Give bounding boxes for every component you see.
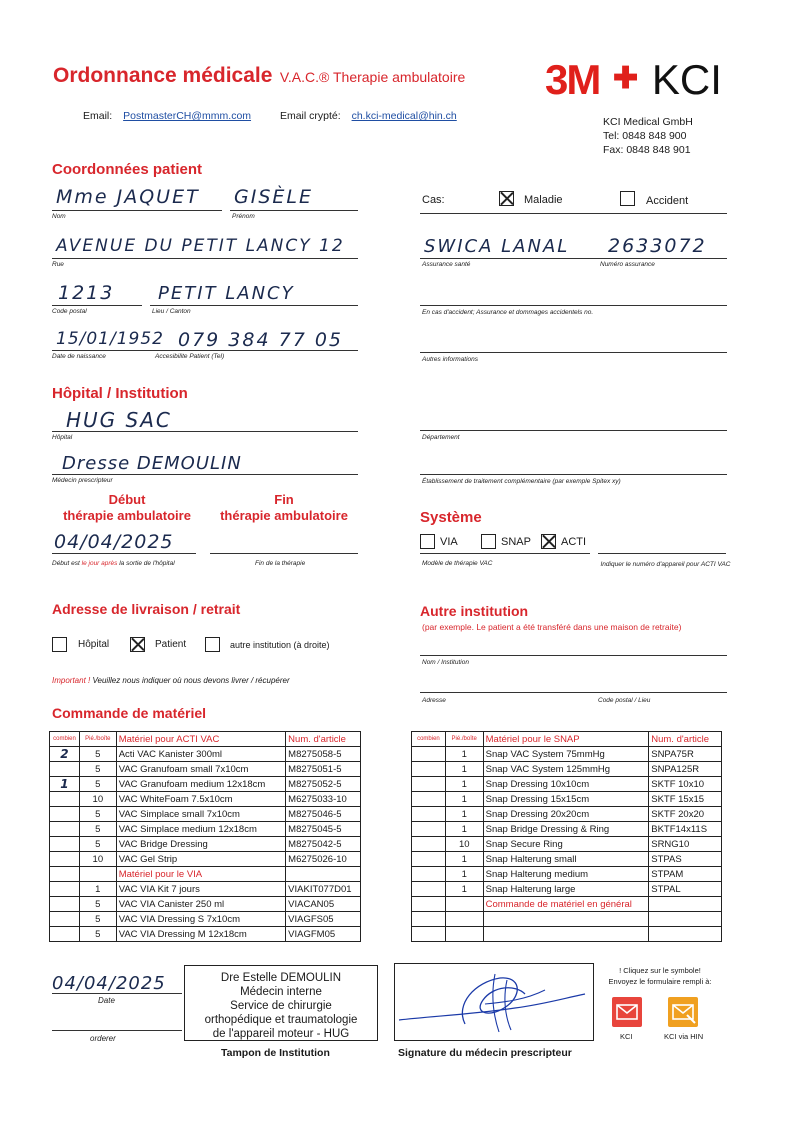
acti-combien-cell[interactable]: 2 <box>50 747 80 762</box>
patient-postal-value[interactable]: 1213 <box>58 282 115 304</box>
acti-art-cell: M8275052-5 <box>286 777 361 792</box>
livraison-section-title: Adresse de livraison / retrait <box>52 601 241 617</box>
patient-dob-value[interactable]: 15/01/1952 <box>56 329 164 349</box>
autre-adresse-label: Adresse <box>422 697 446 704</box>
click-instructions <box>600 965 720 987</box>
via-pie-cell: 5 <box>79 927 116 942</box>
snap-combien-cell[interactable] <box>412 777 446 792</box>
email-crypt-link[interactable]: ch.kci-medical@hin.ch <box>351 110 457 122</box>
acti-art-cell: M8275058-5 <box>286 747 361 762</box>
acti-art-cell: M8275042-5 <box>286 837 361 852</box>
assurance-label: Assurance santé <box>422 261 471 268</box>
snap-art-cell: SKTF 10x10 <box>649 777 722 792</box>
snap-pie-cell: 1 <box>445 852 483 867</box>
footer-date-label: Date <box>98 996 115 1005</box>
via-name-cell: VAC VIA Dressing S 7x10cm <box>116 912 285 927</box>
via-row[interactable] <box>50 927 361 942</box>
snap-name-cell: Snap Dressing 15x15cm <box>483 792 649 807</box>
maladie-checkbox[interactable] <box>499 191 514 206</box>
snap-art-cell: STPAM <box>649 867 722 882</box>
via-row[interactable] <box>50 897 361 912</box>
fin-title-2: thérapie ambulatoire <box>220 508 348 523</box>
snap-pie-cell: 10 <box>445 837 483 852</box>
stamp-line: Dre Estelle DEMOULIN <box>220 972 342 984</box>
col-materiel-acti: Matériel pour ACTI VAC <box>116 732 285 747</box>
via-combien-cell[interactable] <box>50 927 80 942</box>
snap-pie-cell: 1 <box>445 867 483 882</box>
document-title <box>53 64 465 88</box>
snap-art-cell: STPAS <box>649 852 722 867</box>
hin-mail-icon <box>668 997 698 1027</box>
snap-combien-cell[interactable] <box>412 807 446 822</box>
acti-combien-cell[interactable] <box>50 807 80 822</box>
via-art-cell: VIACAN05 <box>286 897 361 912</box>
snap-col-pie: Pié./boîte <box>445 732 483 747</box>
kci-mail-button[interactable] <box>612 997 642 1027</box>
acti-label: ACTI <box>561 536 587 548</box>
snap-name-cell: Snap Dressing 10x10cm <box>483 777 649 792</box>
acti-pie-cell: 5 <box>79 777 116 792</box>
accident-label: Accident <box>646 195 689 207</box>
acti-row[interactable] <box>50 777 361 792</box>
col-materiel-snap: Matériel pour le SNAP <box>483 732 649 747</box>
snap-row[interactable] <box>412 852 722 867</box>
snap-name-cell: Snap Halterung large <box>483 882 649 897</box>
company-name: KCI Medical GmbH <box>603 116 693 128</box>
livraison-autre-label: autre institution (à droite) <box>230 640 330 650</box>
via-combien-cell[interactable] <box>50 897 80 912</box>
prenom-label: Prénom <box>232 213 255 220</box>
debut-title-1: Début <box>108 492 146 507</box>
snap-combien-cell[interactable] <box>412 837 446 852</box>
snap-combien-cell[interactable] <box>412 852 446 867</box>
snap-combien-cell[interactable] <box>412 882 446 897</box>
acti-name-cell: VAC Simplace small 7x10cm <box>116 807 285 822</box>
important-note <box>52 676 290 685</box>
logo-plus-icon: ✚ <box>613 62 639 95</box>
via-name-cell: VAC VIA Canister 250 ml <box>116 897 285 912</box>
acti-art-cell: M6275033-10 <box>286 792 361 807</box>
snap-name-cell: Snap Halterung medium <box>483 867 649 882</box>
autres-info-label: Autres informations <box>422 356 478 363</box>
acti-name-cell: VAC Granufoam medium 12x18cm <box>116 777 285 792</box>
acti-name-cell: VAC WhiteFoam 7.5x10cm <box>116 792 285 807</box>
important-text: Veuillez nous indiquer où nous devons livrer / récupérer <box>92 676 290 685</box>
accident-insurance-label: En cas d'accident; Assurance et dommages accidentels no. <box>422 309 594 316</box>
kci-hin-button[interactable] <box>668 997 698 1027</box>
debut-note-2: la sortie de l'hôpital <box>119 560 175 567</box>
patient-name-value[interactable]: Mme JAQUET <box>56 186 200 208</box>
acti-pie-cell: 5 <box>79 762 116 777</box>
general-empty-row[interactable] <box>412 912 722 927</box>
stamp-line: Service de chirurgie <box>230 1000 332 1012</box>
email-row <box>83 110 457 122</box>
company-tel: Tel: 0848 848 900 <box>603 130 687 142</box>
snap-row[interactable] <box>412 792 722 807</box>
acti-combien-cell[interactable] <box>50 852 80 867</box>
cp-label: Code postal <box>52 308 87 315</box>
acti-combien-cell[interactable] <box>50 762 80 777</box>
fin-title <box>210 492 358 524</box>
footer-date-value[interactable]: 04/04/2025 <box>52 973 166 994</box>
general-header: Commande de matériel en général <box>483 897 649 912</box>
patient-firstname-value[interactable]: GISÈLE <box>234 186 313 208</box>
acti-art-cell: M6275026-10 <box>286 852 361 867</box>
livraison-patient-label: Patient <box>155 639 187 650</box>
autre-cp-label: Code postal / Lieu <box>598 697 651 704</box>
snap-name-cell: Snap Halterung small <box>483 852 649 867</box>
snap-combien-cell[interactable] <box>412 792 446 807</box>
autre-institution-desc: (par exemple. Le patient a été transféré dans une maison de retraite) <box>422 622 682 632</box>
orderer-label: orderer <box>90 1034 116 1043</box>
snap-col-art: Num. d'article <box>649 732 722 747</box>
company-fax: Fax: 0848 848 901 <box>603 144 691 156</box>
acti-combien-cell[interactable] <box>50 822 80 837</box>
snap-art-cell: STPAL <box>649 882 722 897</box>
accident-checkbox[interactable] <box>620 191 635 206</box>
acti-name-cell: VAC Gel Strip <box>116 852 285 867</box>
medecin-label: Médecin prescripteur <box>52 477 113 484</box>
snap-order-table <box>411 731 722 942</box>
snap-art-cell: SKTF 20x20 <box>649 807 722 822</box>
snap-pie-cell: 1 <box>445 882 483 897</box>
livraison-hopital-label: Hôpital <box>78 639 110 650</box>
logo-3m: 3M <box>545 56 600 103</box>
via-label: VIA <box>440 536 458 548</box>
acti-pie-cell: 5 <box>79 822 116 837</box>
envelope-icon <box>612 997 642 1027</box>
snap-checkbox[interactable] <box>481 534 496 549</box>
acti-name-cell: VAC Simplace medium 12x18cm <box>116 822 285 837</box>
signature-box[interactable] <box>394 963 594 1041</box>
via-art-cell: VIAGFM05 <box>286 927 361 942</box>
acti-art-cell: M8275051-5 <box>286 762 361 777</box>
acti-pie-cell: 5 <box>79 747 116 762</box>
snap-art-cell: SKTF 15x15 <box>649 792 722 807</box>
debut-note-red: le jour après <box>81 560 118 567</box>
via-art-cell: VIAKIT077D01 <box>286 882 361 897</box>
fin-title-1: Fin <box>274 492 294 507</box>
acti-row[interactable] <box>50 852 361 867</box>
acti-table-header <box>50 732 361 747</box>
acti-combien-cell[interactable] <box>50 837 80 852</box>
snap-art-cell: SNPA75R <box>649 747 722 762</box>
livraison-patient-checkbox[interactable] <box>130 637 145 652</box>
snap-name-cell: Snap VAC System 75mmHg <box>483 747 649 762</box>
patient-section-title: Coordonnées patient <box>52 161 203 178</box>
logo-kci: KCI <box>651 56 722 103</box>
commande-section-title: Commande de matériel <box>52 705 207 721</box>
company-block <box>603 115 693 157</box>
snap-combien-cell[interactable] <box>412 762 446 777</box>
signature-scribble <box>395 964 591 1038</box>
via-name-cell: VAC VIA Kit 7 jours <box>116 882 285 897</box>
via-pie-cell: 5 <box>79 897 116 912</box>
acti-combien-cell[interactable]: 1 <box>50 777 80 792</box>
lieu-label: Lieu / Canton <box>152 308 191 315</box>
acti-row[interactable] <box>50 792 361 807</box>
title-main: Ordonnance médicale <box>53 64 273 87</box>
debut-value[interactable]: 04/04/2025 <box>54 531 174 553</box>
via-row[interactable] <box>50 912 361 927</box>
snap-art-cell: BKTF14x11S <box>649 822 722 837</box>
acti-pie-cell: 10 <box>79 852 116 867</box>
acti-pie-cell: 5 <box>79 837 116 852</box>
acti-order-table <box>49 731 361 942</box>
general-empty-row[interactable] <box>412 927 722 942</box>
snap-row[interactable] <box>412 882 722 897</box>
snap-col-combien: combien <box>412 732 446 747</box>
acti-row[interactable] <box>50 807 361 822</box>
signature-label: Signature du médecin prescripteur <box>398 1047 572 1059</box>
snap-row[interactable] <box>412 747 722 762</box>
etablissement-label: Établissement de traitement complémentaire (par exemple Spitex xy) <box>422 478 621 485</box>
snap-combien-cell[interactable] <box>412 822 446 837</box>
snap-row[interactable] <box>412 867 722 882</box>
click-line1: ! Cliquez sur le symbole! <box>619 966 701 975</box>
autre-institution-title: Autre institution <box>420 603 529 619</box>
acti-pie-cell: 10 <box>79 792 116 807</box>
hopital-section-title: Hôpital / Institution <box>52 385 188 402</box>
acti-art-cell: M8275045-5 <box>286 822 361 837</box>
via-art-cell: VIAGFS05 <box>286 912 361 927</box>
acti-pie-cell: 5 <box>79 807 116 822</box>
autre-nom-label: Nom / Institution <box>422 659 469 666</box>
snap-pie-cell: 1 <box>445 777 483 792</box>
rue-label: Rue <box>52 261 64 268</box>
kci-label: KCI <box>620 1032 633 1041</box>
snap-row[interactable] <box>412 777 722 792</box>
departement-label: Département <box>422 434 460 441</box>
via-pie-cell: 1 <box>79 882 116 897</box>
snap-name-cell: Snap VAC System 125mmHg <box>483 762 649 777</box>
debut-title-2: thérapie ambulatoire <box>63 508 191 523</box>
fin-label: Fin de la thérapie <box>255 560 306 567</box>
via-header: Matériel pour le VIA <box>116 867 285 882</box>
snap-label: SNAP <box>501 536 531 548</box>
stamp-line: orthopédique et traumatologie <box>204 1014 358 1026</box>
modele-label: Modèle de thérapie VAC <box>422 560 493 567</box>
dob-label: Date de naissance <box>52 353 106 360</box>
snap-pie-cell: 1 <box>445 747 483 762</box>
title-sub: V.A.C.® Therapie ambulatoire <box>279 69 466 85</box>
acti-name-cell: Acti VAC Kanister 300ml <box>116 747 285 762</box>
systeme-section-title: Système <box>420 509 482 526</box>
assurance-number-value[interactable]: 2633072 <box>608 235 707 257</box>
cas-label: Cas: <box>422 194 445 206</box>
numero-appareil-label: Indiquer le numéro d'appareil pour ACTI VAC <box>600 561 731 568</box>
medecin-value[interactable]: Dresse DEMOULIN <box>62 453 242 474</box>
via-checkbox[interactable] <box>420 534 435 549</box>
col-combien: combien <box>50 732 80 747</box>
assurance-value[interactable]: SWICA LANAL <box>424 236 570 257</box>
institution-stamp <box>184 965 378 1041</box>
acti-checkbox[interactable] <box>541 534 556 549</box>
via-combien-cell[interactable] <box>50 882 80 897</box>
snap-art-cell: SRNG10 <box>649 837 722 852</box>
stamp-line: de l'appareil moteur - HUG <box>212 1028 350 1040</box>
maladie-label: Maladie <box>524 194 563 206</box>
acti-name-cell: VAC Bridge Dressing <box>116 837 285 852</box>
snap-row[interactable] <box>412 807 722 822</box>
snap-row[interactable] <box>412 762 722 777</box>
via-header-row <box>50 867 361 882</box>
email-crypt-label: Email crypté: <box>279 110 341 122</box>
snap-pie-cell: 1 <box>445 822 483 837</box>
acti-name-cell: VAC Granufoam small 7x10cm <box>116 762 285 777</box>
acti-art-cell: M8275046-5 <box>286 807 361 822</box>
kci-hin-label: KCI via HIN <box>664 1032 704 1041</box>
col-art: Num. d'article <box>286 732 361 747</box>
numero-assurance-label: Numéro assurance <box>600 261 655 268</box>
snap-combien-cell[interactable] <box>412 867 446 882</box>
via-row[interactable] <box>50 882 361 897</box>
snap-name-cell: Snap Bridge Dressing & Ring <box>483 822 649 837</box>
patient-city-value[interactable]: PETIT LANCY <box>158 283 295 304</box>
via-pie-cell: 5 <box>79 912 116 927</box>
acti-row[interactable] <box>50 822 361 837</box>
brand-logo <box>545 57 722 102</box>
hopital-value[interactable]: HUG SAC <box>66 408 172 432</box>
snap-name-cell: Snap Dressing 20x20cm <box>483 807 649 822</box>
acti-combien-cell[interactable] <box>50 792 80 807</box>
important-red: Important ! <box>52 676 91 685</box>
stamp-label: Tampon de Institution <box>221 1047 330 1059</box>
snap-pie-cell: 1 <box>445 807 483 822</box>
click-line2: Envoyez le formulaire rempli à: <box>608 977 712 986</box>
debut-title <box>52 492 202 524</box>
nom-label: Nom <box>52 213 66 220</box>
debut-note <box>52 560 175 567</box>
snap-pie-cell: 1 <box>445 792 483 807</box>
snap-row[interactable] <box>412 822 722 837</box>
via-combien-cell[interactable] <box>50 912 80 927</box>
debut-note-1: Début est <box>52 560 80 567</box>
acti-row[interactable] <box>50 762 361 777</box>
tel-label: Accesibilite Patient (Tel) <box>155 353 225 360</box>
snap-pie-cell: 1 <box>445 762 483 777</box>
acti-row[interactable] <box>50 837 361 852</box>
snap-combien-cell[interactable] <box>412 747 446 762</box>
snap-name-cell: Snap Secure Ring <box>483 837 649 852</box>
snap-art-cell: SNPA125R <box>649 762 722 777</box>
email-label: Email: <box>83 110 113 122</box>
stamp-line: Médecin interne <box>240 986 322 998</box>
livraison-hopital-checkbox[interactable] <box>52 637 67 652</box>
col-pie: Pié./boîte <box>79 732 116 747</box>
hopital-label: Hôpital <box>52 434 73 441</box>
via-name-cell: VAC VIA Dressing M 12x18cm <box>116 927 285 942</box>
email-link[interactable]: PostmasterCH@mmm.com <box>123 110 252 122</box>
patient-tel-value[interactable]: 079 384 77 05 <box>178 329 344 351</box>
snap-row[interactable] <box>412 837 722 852</box>
acti-row[interactable] <box>50 747 361 762</box>
general-header-row <box>412 897 722 912</box>
livraison-autre-checkbox[interactable] <box>205 637 220 652</box>
snap-table-header <box>412 732 722 747</box>
patient-street-value[interactable]: AVENUE DU PETIT LANCY 12 <box>56 236 345 256</box>
